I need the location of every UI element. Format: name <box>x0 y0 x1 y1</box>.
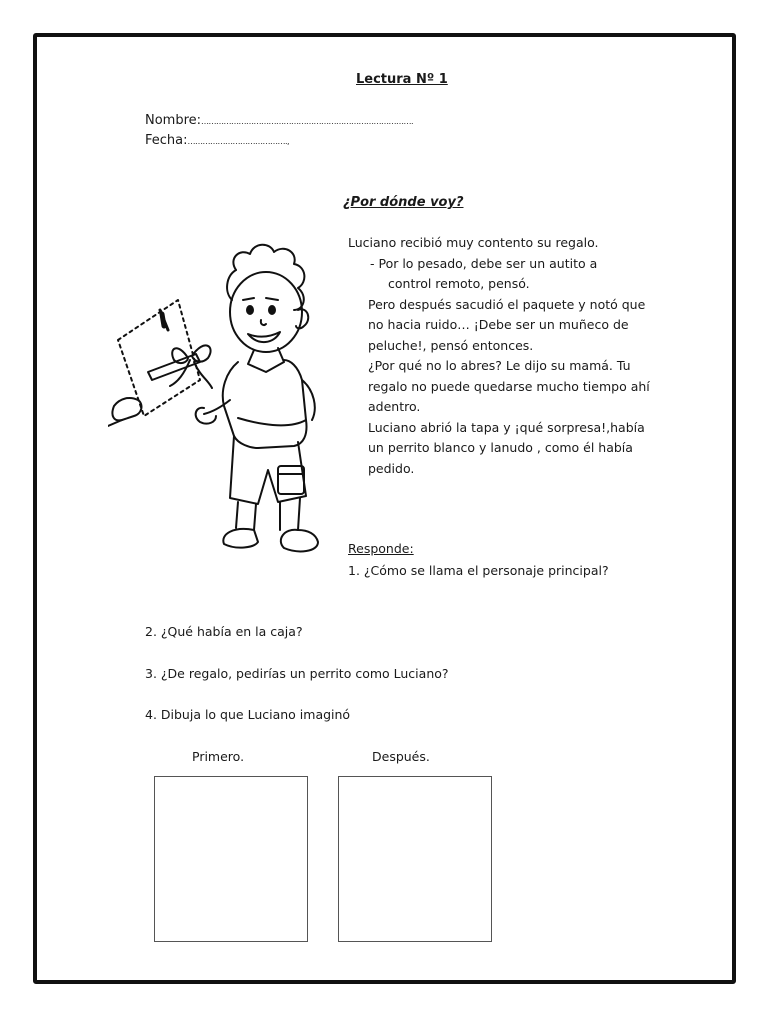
story-line-8: regalo no puede quedarse mucho tiempo ahí <box>368 378 650 394</box>
date-label: Fecha: <box>145 133 188 148</box>
story-line-7: ¿Por qué no lo abres? Le dijo su mamá. Tu <box>368 358 631 373</box>
story-line-4: Pero después sacudió el paquete y notó que <box>368 296 646 312</box>
story-line-12: pedido. <box>368 460 415 476</box>
responde-heading: Responde: <box>348 541 414 556</box>
name-field <box>145 113 413 128</box>
name-label: Nombre: <box>145 113 202 128</box>
story-line-5: no hacia ruido… ¡Debe ser un muñeco de <box>368 317 629 332</box>
first-drawing-label: Primero. <box>192 749 245 764</box>
question-2: 2. ¿Qué había en la caja? <box>145 624 303 639</box>
date-field <box>145 133 289 148</box>
story-title: ¿Por dónde voy? <box>343 195 464 210</box>
date-dotted-line: …………………………………., <box>187 137 290 146</box>
boy-with-gift-illustration <box>108 230 328 570</box>
story-line-6: peluche!, pensó entonces. <box>368 337 534 353</box>
question-3: 3. ¿De regalo, pedirías un perrito como Luciano? <box>145 666 449 681</box>
first-drawing-box[interactable] <box>154 776 308 942</box>
story-line-2: - Por lo pesado, debe ser un autito a <box>370 255 598 271</box>
story-line-9: adentro. <box>368 399 421 414</box>
name-dotted-line: …………………………………………………………………………. <box>201 117 414 126</box>
story-line-3: control remoto, pensó. <box>388 276 530 291</box>
story-text <box>348 233 650 479</box>
story-line-1: Luciano recibió muy contento su regalo. <box>348 235 599 250</box>
question-4: 4. Dibuja lo que Luciano imaginó <box>145 707 351 722</box>
second-drawing-label: Después. <box>372 749 430 764</box>
story-line-11: un perrito blanco y lanudo , como él había <box>368 440 633 455</box>
second-drawing-box[interactable] <box>338 776 492 942</box>
page-title: Lectura Nº 1 <box>356 72 448 87</box>
story-line-10: Luciano abrió la tapa y ¡qué sorpresa!,había <box>368 419 645 435</box>
question-1: 1. ¿Cómo se llama el personaje principal? <box>348 563 609 578</box>
